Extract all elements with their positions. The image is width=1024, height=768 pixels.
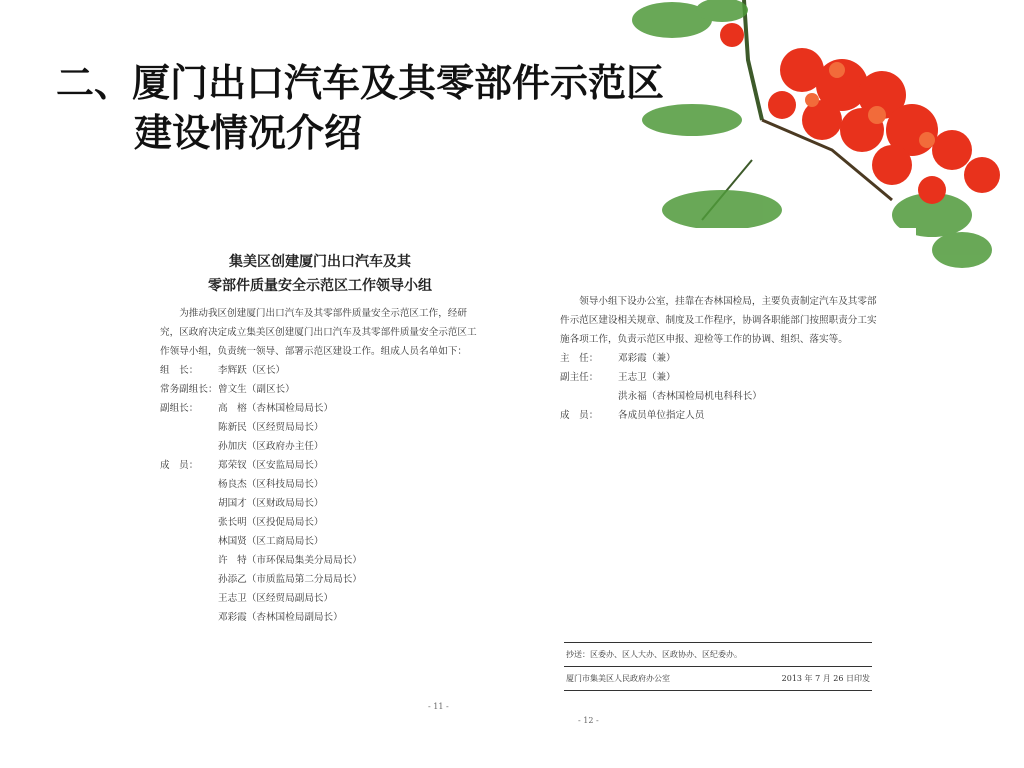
member-role (560, 387, 618, 406)
document-page-right (560, 270, 880, 740)
issue-date: 2013 年 7 月 26 日印发 (781, 674, 870, 683)
member-row (160, 532, 480, 551)
member-name: 林国贤（区工商局局长） (218, 536, 324, 547)
member-row (160, 513, 480, 532)
doc-intro-paragraph: 为推动我区创建厦门出口汽车及其零部件质量安全示范区工作，经研究，区政府决定成立集美区创建厦门出口汽车及其零部件质量安全示范区工作领导小组，负责统一领导、部署示范区建设工作。组成人员名单如下： (160, 308, 477, 357)
title-line-1: 二、厦门出口汽车及其零部件示范区 (56, 61, 665, 105)
member-role (160, 494, 218, 513)
member-role (160, 475, 218, 494)
member-name: 洪永福（杏林国检局机电科科长） (618, 391, 762, 402)
member-row (560, 368, 880, 387)
issue-footer (564, 642, 872, 691)
member-name: 王志卫（兼） (618, 372, 676, 383)
title-line-2: 建设情况介绍 (134, 111, 363, 155)
member-row (160, 570, 480, 589)
member-name: 王志卫（区经贸局副局长） (218, 593, 334, 604)
member-row (160, 589, 480, 608)
cc-line: 抄送：区委办、区人大办、区政协办、区纪委办。 (564, 642, 872, 667)
document-page-left (160, 250, 480, 720)
member-role (160, 551, 218, 570)
member-name: 李辉跃（区长） (218, 365, 286, 376)
member-role (160, 570, 218, 589)
member-role: 副组长： (160, 403, 199, 414)
member-role (160, 532, 218, 551)
member-role: 常务副组长： (160, 384, 218, 395)
office-list (560, 349, 880, 425)
doc-heading-2: 零部件质量安全示范区工作领导小组 (208, 278, 432, 294)
member-name: 胡国才（区财政局局长） (218, 498, 324, 509)
member-role (160, 437, 218, 456)
member-role: 成 员： (160, 460, 199, 471)
member-name: 孙添乙（市质监局第二分局局长） (218, 574, 362, 585)
issuer: 厦门市集美区人民政府办公室 (566, 674, 670, 683)
member-name: 张长明（区投促局局长） (218, 517, 324, 528)
member-row (160, 418, 480, 437)
member-row (160, 494, 480, 513)
member-name: 陈新民（区经贸局局长） (218, 422, 324, 433)
member-row (160, 361, 480, 380)
issue-line (564, 667, 872, 691)
member-row (160, 551, 480, 570)
member-name: 邓彩霞（兼） (618, 353, 676, 364)
member-role: 成 员： (560, 410, 599, 421)
member-role (160, 589, 218, 608)
member-name: 高 榕（杏林国检局局长） (218, 403, 334, 414)
member-role: 副主任： (560, 372, 599, 383)
member-name: 杨良杰（区科技局局长） (218, 479, 324, 490)
member-role: 主 任： (560, 353, 599, 364)
member-name: 许 特（市环保局集美分局局长） (218, 555, 362, 566)
member-row (160, 380, 480, 399)
members-list (160, 361, 480, 627)
member-row (160, 608, 480, 627)
member-row (560, 349, 880, 368)
member-row (560, 406, 880, 425)
member-row (560, 387, 880, 406)
member-role (160, 418, 218, 437)
member-row (160, 437, 480, 456)
member-role (160, 608, 218, 627)
member-name: 郑荣钗（区安监局局长） (218, 460, 324, 471)
member-name: 邓彩霞（杏林国检局副局长） (218, 612, 343, 623)
member-row (160, 399, 480, 418)
member-row (160, 475, 480, 494)
member-name: 各成员单位指定人员 (618, 410, 705, 421)
member-name: 曾文生（副区长） (218, 384, 295, 395)
member-role (160, 513, 218, 532)
member-row (160, 456, 480, 475)
slide-title (56, 58, 756, 158)
office-intro-paragraph: 领导小组下设办公室，挂靠在杏林国检局，主要负责制定汽车及其零部件示范区建设相关规章、制度及工作程序，协调各职能部门按照职责分工实施各项工作，负责示范区申报、迎检等工作的协调、组织、落实等。 (560, 296, 877, 345)
page-number-left: - 11 - (428, 702, 449, 711)
member-name: 孙加庆（区政府办主任） (218, 441, 324, 452)
member-role: 组 长： (160, 365, 199, 376)
doc-heading-1: 集美区创建厦门出口汽车及其 (229, 254, 411, 270)
page-number-right: - 12 - (578, 716, 599, 725)
